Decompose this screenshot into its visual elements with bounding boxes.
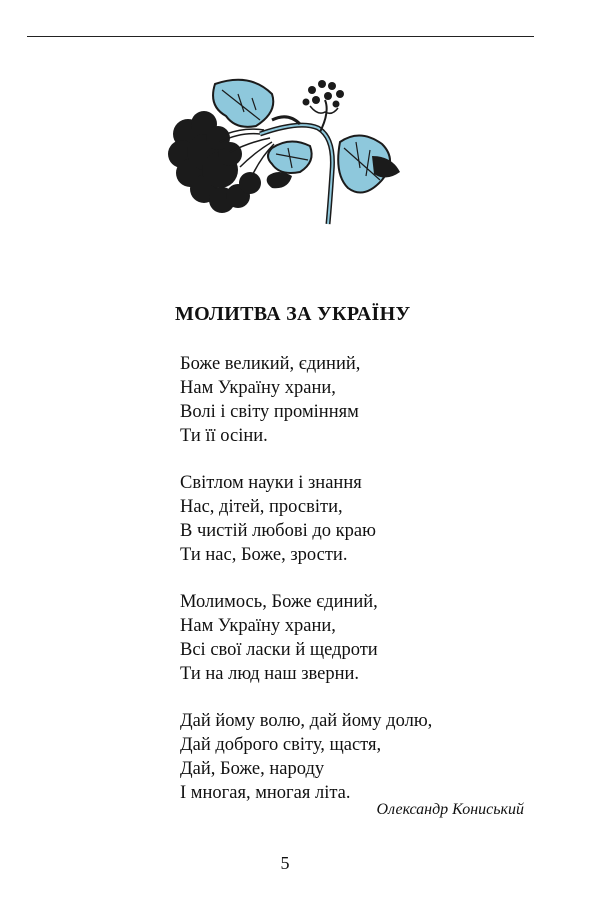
poem-line: Всі свої ласки й щедроти xyxy=(180,640,378,660)
poem-line: Ти її осіни. xyxy=(180,426,268,446)
poem-line: Світлом науки і знання xyxy=(180,473,362,493)
poem-line: Нам Україну храни, xyxy=(180,616,336,636)
poem-line: Волі і світу промінням xyxy=(180,402,359,422)
stanza xyxy=(180,471,432,567)
page-number: 5 xyxy=(280,853,290,873)
top-rule xyxy=(27,36,534,37)
stanza xyxy=(180,590,432,686)
stanza xyxy=(180,352,432,448)
poem-line: І многая, многая літа. xyxy=(180,783,351,803)
poem-line: Ти нас, Боже, зрости. xyxy=(180,545,348,565)
poem-line: В чистій любові до краю xyxy=(180,521,376,541)
poem-line: Боже великий, єдиний, xyxy=(180,354,361,374)
poem-title: МОЛИТВА ЗА УКРАЇНУ xyxy=(175,303,411,325)
poem-line: Нас, дітей, просвіти, xyxy=(180,497,343,517)
viburnum-branch-icon xyxy=(160,72,405,232)
poem-body xyxy=(180,352,432,828)
poem-line: Молимось, Боже єдиний, xyxy=(180,592,378,612)
poem-line: Дай, Боже, народу xyxy=(180,759,325,779)
poem-line: Ти на люд наш зверни. xyxy=(180,664,360,684)
poem-line: Нам Україну храни, xyxy=(180,378,336,398)
poem-author: Олександр Кониський xyxy=(376,801,524,818)
poem-line: Дай йому волю, дай йому долю, xyxy=(180,711,433,731)
stanza xyxy=(180,709,432,805)
poem-line: Дай доброго світу, щастя, xyxy=(180,735,382,755)
